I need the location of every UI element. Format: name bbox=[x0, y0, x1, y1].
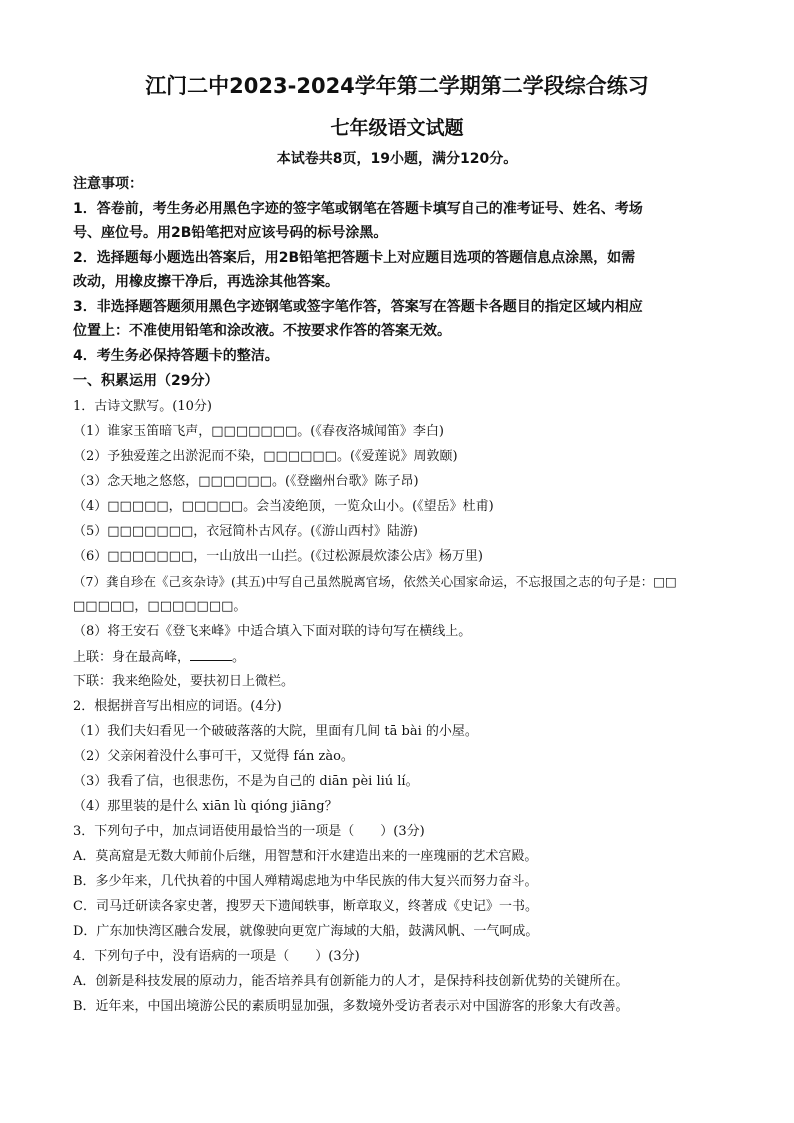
couplet-lower: 下联：我来绝险处，要扶初日上微栏。 bbox=[73, 674, 295, 689]
couplet-upper-text: 上联：身在最高峰， bbox=[73, 650, 191, 665]
note-2b: 改动，用橡皮擦干净后，再选涂其他答案。 bbox=[73, 274, 339, 290]
note-3a: 3．非选择题答题须用黑色字迹钢笔或签字笔作答，答案写在答题卡各题目的指定区域内相应 bbox=[73, 299, 643, 315]
couplet-upper-end: 。 bbox=[232, 650, 246, 665]
question-1-6: （6）□□□□□□□，一山放出一山拦。(《过松源晨炊漆公店》杨万里) bbox=[73, 549, 483, 564]
section1-heading: 一、积累运用（29分） bbox=[73, 373, 219, 389]
note-3b: 位置上：不准使用铅笔和涂改液。不按要求作答的答案无效。 bbox=[73, 323, 451, 339]
question-1-1: （1）谁家玉笛暗飞声，□□□□□□□。(《春夜洛城闻笛》李白) bbox=[73, 424, 444, 439]
answer-blank[interactable] bbox=[190, 648, 232, 661]
question-2-3: （3）我看了信，也很悲伤，不是为自己的 diān pèi liú lí。 bbox=[73, 774, 419, 789]
question-4: 4．下列句子中，没有语病的一项是（ ）(3分) bbox=[73, 949, 360, 964]
exam-title: 江门二中2023-2024学年第二学期第二学段综合练习 bbox=[145, 74, 649, 98]
question-1-5: （5）□□□□□□□，衣冠简朴古风存。(《游山西村》陆游) bbox=[73, 524, 418, 539]
question-2-1: （1）我们夫妇看见一个破破落落的大院，里面有几间 tā bài 的小屋。 bbox=[73, 724, 478, 739]
note-4: 4．考生务必保持答题卡的整洁。 bbox=[73, 348, 279, 364]
couplet-upper bbox=[73, 648, 733, 667]
question-3-option-c: C．司马迁研读各家史著，搜罗天下遗闻轶事，断章取义，终著成《史记》一书。 bbox=[73, 899, 538, 914]
question-1-2: （2）予独爱莲之出淤泥而不染，□□□□□□。(《爱莲说》周敦颐) bbox=[73, 449, 458, 464]
question-3: 3．下列句子中，加点词语使用最恰当的一项是（ ）(3分) bbox=[73, 824, 425, 839]
question-1-3: （3）念天地之悠悠，□□□□□□。(《登幽州台歌》陈子昂) bbox=[73, 474, 419, 489]
question-1-4: （4）□□□□□，□□□□□。会当凌绝顶，一览众山小。(《望岳》杜甫) bbox=[73, 499, 494, 514]
question-4-option-b: B．近年来，中国出境游公民的素质明显加强，多数境外受访者表示对中国游客的形象大有改善。 bbox=[73, 999, 629, 1014]
question-3-option-a: A．莫高窟是无数大师前仆后继，用智慧和汗水建造出来的一座瑰丽的艺术宫殿。 bbox=[73, 849, 538, 864]
note-2a: 2．选择题每小题选出答案后，用2B铅笔把答题卡上对应题目选项的答题信息点涂黑，如需 bbox=[73, 250, 636, 266]
question-3-option-b: B．多少年来，几代执着的中国人殚精竭虑地为中华民族的伟大复兴而努力奋斗。 bbox=[73, 874, 538, 889]
question-4-option-a: A．创新是科技发展的原动力，能否培养具有创新能力的人才，是保持科技创新优势的关键所在。 bbox=[73, 974, 629, 989]
exam-info: 本试卷共8页，19小题，满分120分。 bbox=[276, 151, 518, 167]
note-1a: 1．答卷前，考生务必用黑色字迹的签字笔或钢笔在答题卡填写自己的准考证号、姓名、考场 bbox=[73, 201, 643, 217]
exam-subtitle: 七年级语文试题 bbox=[330, 117, 464, 139]
question-1-8: （8）将王安石《登飞来峰》中适合填入下面对联的诗句写在横线上。 bbox=[73, 624, 472, 639]
question-2-4: （4）那里装的是什么 xiān lù qióng jiāng？ bbox=[73, 799, 338, 814]
note-1b: 号、座位号。用2B铅笔把对应该号码的标号涂黑。 bbox=[73, 225, 388, 241]
notes-heading: 注意事项： bbox=[73, 176, 143, 192]
question-3-option-d: D．广东加快湾区融合发展，就像驶向更宽广海域的大船，鼓满风帆、一气呵成。 bbox=[73, 924, 539, 939]
question-2-2: （2）父亲闲着没什么事可干，又觉得 fán zào。 bbox=[73, 749, 354, 764]
question-1-7a: （7）龚自珍在《己亥杂诗》(其五)中写自己虽然脱离官场，依然关心国家命运，不忘报国之志的句子是：□□ bbox=[73, 574, 677, 589]
question-2: 2．根据拼音写出相应的词语。(4分) bbox=[73, 699, 282, 714]
question-1: 1．古诗文默写。(10分) bbox=[73, 399, 212, 414]
question-1-7b: □□□□□，□□□□□□□。 bbox=[73, 599, 247, 614]
